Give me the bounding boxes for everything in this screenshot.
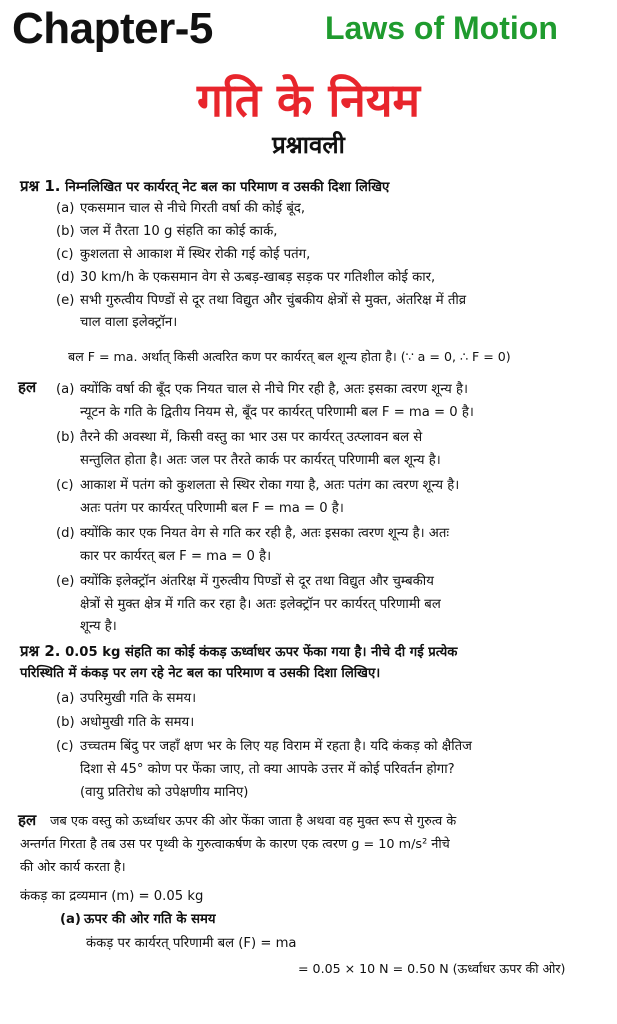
item-text: आकाश में पतंग को कुशलता से स्थिर रोका गया है, अतः पतंग का त्वरण शून्य है। bbox=[80, 478, 460, 493]
item-label: (c) bbox=[56, 739, 74, 754]
item-label: (b) bbox=[56, 715, 75, 730]
question-1-label: प्रश्न 1. bbox=[20, 177, 61, 195]
item-text: अधोमुखी गति के समय। bbox=[80, 715, 195, 730]
solution-1-item-d bbox=[56, 524, 449, 544]
item-text: तैरने की अवस्था में, किसी वस्तु का भार उस पर कार्यरत् उत्प्लावन बल से bbox=[80, 430, 423, 445]
item-text: जल में तैरता 10 g संहति का कोई कार्क, bbox=[80, 224, 278, 239]
item-label: (c) bbox=[56, 247, 74, 262]
solution-1-item-b-cont: सन्तुलित होता है। अतः जल पर तैरते कार्क पर कार्यरत् परिणामी बल शून्य है। bbox=[80, 453, 441, 468]
question-1-item-d bbox=[56, 268, 435, 288]
force-note: बल F = ma. अर्थात् किसी अत्वरित कण पर कार्यरत् बल शून्य होता है। (∵ a = 0, ∴ F = 0) bbox=[68, 349, 511, 364]
item-label: (b) bbox=[56, 430, 75, 445]
question-1-item-b bbox=[56, 222, 277, 242]
solution-2-part-a bbox=[60, 910, 216, 930]
item-text: क्योंकि इलेक्ट्रॉन अंतरिक्ष में गुरुत्वीय पिण्डों से दूर तथा विद्युत और चुम्बकीय bbox=[80, 574, 434, 589]
question-2-item-c-cont: दिशा से 45° कोण पर फेंका जाए, तो क्या आपके उत्तर में कोई परिवर्तन होगा? bbox=[80, 762, 455, 777]
question-1-item-c bbox=[56, 245, 310, 265]
item-label: (e) bbox=[56, 293, 75, 308]
item-label: (b) bbox=[56, 224, 75, 239]
solution-2-text: जब एक वस्तु को ऊर्ध्वाधर ऊपर की ओर फेंका जाता है अथवा वह मुक्त रूप से गुरुत्व के bbox=[50, 814, 457, 829]
solution-1-item-a bbox=[56, 380, 468, 400]
item-label: (e) bbox=[56, 574, 75, 589]
solution-1-item-e bbox=[56, 572, 434, 592]
item-text: क्योंकि कार एक नियत वेग से गति कर रही है, अतः इसका त्वरण शून्य है। अतः bbox=[80, 526, 450, 541]
question-1-item-a bbox=[56, 199, 305, 219]
solution-1-item-e-cont2: शून्य है। bbox=[80, 619, 117, 634]
solution-1-label: हल bbox=[18, 378, 37, 396]
question-2 bbox=[20, 641, 457, 663]
item-label: (d) bbox=[56, 526, 75, 541]
question-1-item-e-cont: चाल वाला इलेक्ट्रॉन। bbox=[80, 315, 178, 330]
question-2-item-c bbox=[56, 737, 472, 757]
question-2-text-cont: परिस्थिति में कंकड़ पर लग रहे नेट बल का परिमाण व उसकी दिशा लिखिए। bbox=[20, 666, 381, 681]
chapter-number: Chapter-5 bbox=[12, 4, 213, 53]
item-label: (a) bbox=[56, 201, 75, 216]
solution-1-item-c bbox=[56, 476, 459, 496]
pebble-mass: कंकड़ का द्रव्यमान (m) = 0.05 kg bbox=[20, 889, 204, 904]
item-text: 30 km/h के एकसमान वेग से ऊबड़-खाबड़ सड़क पर गतिशील कोई कार, bbox=[80, 270, 436, 285]
question-2-item-a bbox=[56, 689, 196, 709]
item-text: उपरिमुखी गति के समय। bbox=[80, 691, 197, 706]
question-2-label: प्रश्न 2. bbox=[20, 642, 61, 660]
net-force-result: = 0.05 × 10 N = 0.50 N (ऊर्ध्वाधर ऊपर की ओर) bbox=[298, 961, 566, 976]
chapter-topic-hindi: गति के नियम bbox=[196, 73, 421, 127]
question-1 bbox=[20, 176, 389, 198]
solution-1-item-d-cont: कार पर कार्यरत् बल F = ma = 0 है। bbox=[80, 549, 272, 564]
exercise-heading: प्रश्नावली bbox=[272, 131, 345, 159]
item-text: उच्चतम बिंदु पर जहाँ क्षण भर के लिए यह विराम में रहता है। यदि कंकड़ को क्षैतिज bbox=[80, 739, 472, 754]
solution-1-item-c-cont: अतः पतंग पर कार्यरत् परिणामी बल F = ma = 0 है। bbox=[80, 501, 344, 516]
item-title: ऊपर की ओर गति के समय bbox=[84, 912, 216, 927]
net-force-formula: कंकड़ पर कार्यरत् परिणामी बल (F) = ma bbox=[86, 936, 297, 951]
item-label: (a) bbox=[60, 912, 81, 927]
chapter-topic-english: Laws of Motion bbox=[325, 10, 558, 46]
solution-2-label: हल bbox=[18, 811, 37, 829]
item-label: (d) bbox=[56, 270, 75, 285]
item-text: क्योंकि वर्षा की बूँद एक नियत चाल से नीचे गिर रही है, अतः इसका त्वरण शून्य है। bbox=[80, 382, 468, 397]
question-2-text: 0.05 kg संहति का कोई कंकड़ ऊर्ध्वाधर ऊपर फेंका गया है। नीचे दी गई प्रत्येक bbox=[65, 645, 458, 660]
solution-1-item-a-cont: न्यूटन के गति के द्वितीय नियम से, बूँद पर कार्यरत् परिणामी बल F = ma = 0 है। bbox=[80, 405, 474, 420]
question-2-item-c-cont2: (वायु प्रतिरोध को उपेक्षणीय मानिए) bbox=[80, 785, 249, 800]
question-2-item-b bbox=[56, 713, 194, 733]
solution-1-item-e-cont: क्षेत्रों से मुक्त क्षेत्र में गति कर रहा है। अतः इलेक्ट्रॉन पर कार्यरत् परिणामी बल bbox=[80, 597, 441, 612]
item-label: (c) bbox=[56, 478, 74, 493]
item-label: (a) bbox=[56, 382, 75, 397]
solution-1-item-b bbox=[56, 428, 422, 448]
item-text: एकसमान चाल से नीचे गिरती वर्षा की कोई बूंद, bbox=[80, 201, 306, 216]
item-text: कुशलता से आकाश में स्थिर रोकी गई कोई पतंग, bbox=[80, 247, 311, 262]
solution-2-text-cont2: की ओर कार्य करता है। bbox=[20, 860, 126, 875]
item-label: (a) bbox=[56, 691, 75, 706]
question-1-text: निम्नलिखित पर कार्यरत् नेट बल का परिमाण व उसकी दिशा लिखिए bbox=[65, 180, 390, 195]
question-1-item-e bbox=[56, 291, 466, 311]
item-text: सभी गुरुत्वीय पिण्डों से दूर तथा विद्युत और चुंबकीय क्षेत्रों से मुक्त, अंतरिक्ष में तीव्र bbox=[80, 293, 467, 308]
solution-2-text-cont: अन्तर्गत गिरता है तब उस पर पृथ्वी के गुरुत्वाकर्षण के कारण एक त्वरण g = 10 m/s² नीचे bbox=[20, 837, 450, 852]
